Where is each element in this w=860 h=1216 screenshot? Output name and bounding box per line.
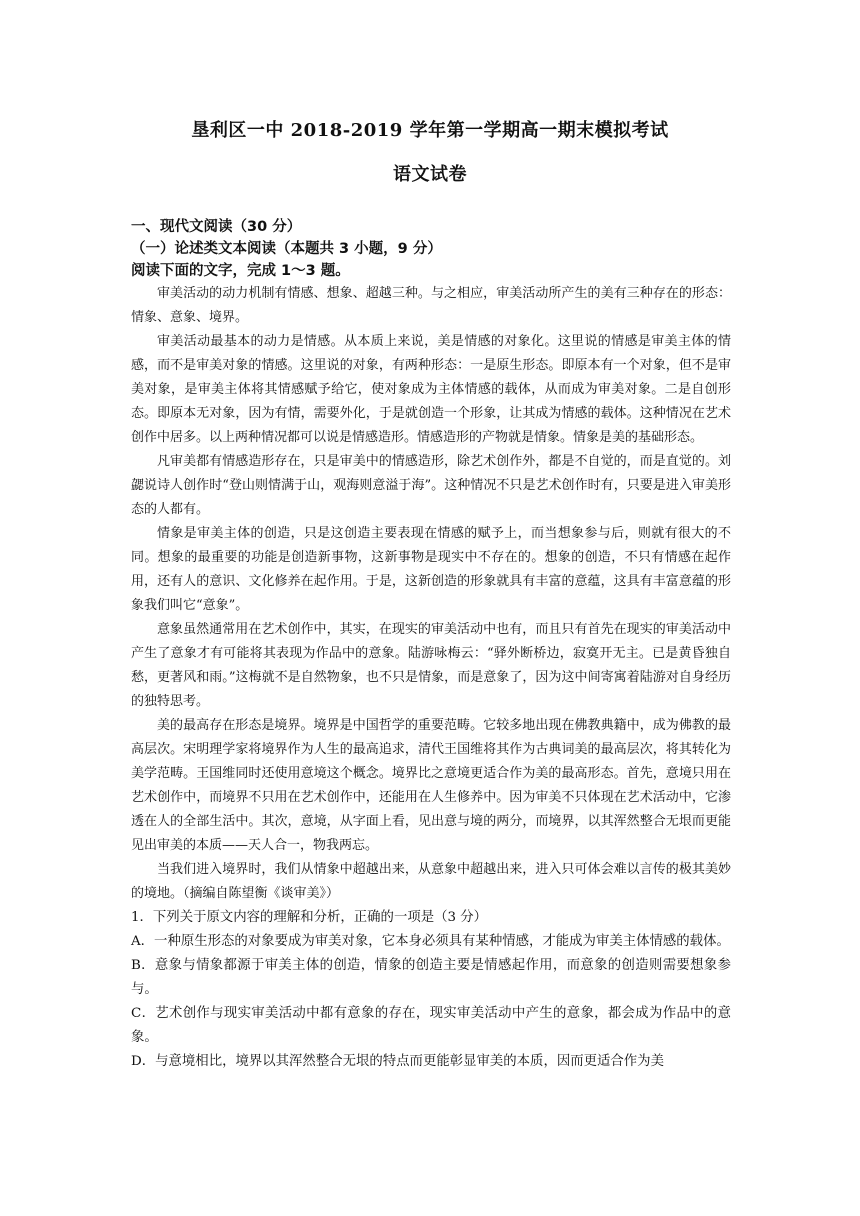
passage-paragraph: 意象虽然通常用在艺术创作中，其实，在现实的审美活动中也有，而且只有首先在现实的审美活动中产生了意象才有可能将其表现为作品中的意象。陆游咏梅云：“驿外断桥边，寂寞开无主。已是黄昏独自愁，更著风和雨。”这梅就不是自然物象，也不只是情象，而是意象了，因为这中间寄寓着陆游对自身经历的独特思考。 (131, 622, 731, 709)
option-d: D．与意境相比，境界以其浑然整合无垠的特点而更能彰显审美的本质，因而更适合作为美 (131, 1054, 664, 1069)
option-a: A．一种原生形态的对象要成为审美对象，它本身必须具有某种情感，才能成为审美主体情感的载体。 (131, 934, 730, 949)
option-c: C．艺术创作与现实审美活动中都有意象的存在，现实审美活动中产生的意象，都会成为作品中的意象。 (131, 1006, 731, 1045)
passage-paragraph: 审美活动的动力机制有情感、想象、超越三种。与之相应，审美活动所产生的美有三种存在的形态：情象、意象、境界。 (131, 286, 731, 325)
section-heading: 一、现代文阅读（30 分） (131, 219, 302, 235)
reading-instruction: 阅读下面的文字，完成 1～3 题。 (131, 263, 350, 279)
exam-content (131, 216, 731, 1074)
reading-passage (131, 282, 731, 906)
option-b: B．意象与情象都源于审美主体的创造，情象的创造主要是情感起作用，而意象的创造则需要想象参与。 (131, 958, 731, 997)
exam-subtitle: 语文试卷 (393, 164, 467, 185)
passage-paragraph: 当我们进入境界时，我们从情象中超越出来，从意象中超越出来，进入只可体会难以言传的极其美妙的境地。（摘编自陈望衡《谈审美》） (131, 862, 731, 901)
sub-section-heading: （一）论述类文本阅读（本题共 3 小题，9 分） (131, 241, 442, 257)
question-stem: 1．下列关于原文内容的理解和分析，正确的一项是（3 分） (131, 910, 488, 925)
question-1 (131, 906, 731, 1074)
passage-paragraph: 审美活动最基本的动力是情感。从本质上来说，美是情感的对象化。这里说的情感是审美主体的情感，而不是审美对象的情感。这里说的对象，有两种形态：一是原生形态。即原本有一个对象，但不是审美对象，是审美主体将其情感赋予给它，使对象成为主体情感的载体，从而成为审美对象。二是自创形态。即原本无对象，因为有情，需要外化，于是就创造一个形象，让其成为情感的载体。这种情况在艺术创作中居多。以上两种情况都可以说是情感造形。情感造形的产物就是情象。情象是美的基础形态。 (131, 334, 731, 445)
passage-paragraph: 凡审美都有情感造形存在，只是审美中的情感造形，除艺术创作外，都是不自觉的，而是直觉的。刘勰说诗人创作时“登山则情满于山，观海则意溢于海”。这种情况不只是艺术创作时有，只要是进入审美形态的人都有。 (131, 454, 731, 517)
passage-paragraph: 美的最高存在形态是境界。境界是中国哲学的重要范畴。它较多地出现在佛教典籍中，成为佛教的最高层次。宋明理学家将境界作为人生的最高追求，清代王国维将其作为古典词美的最高层次，将其转化为美学范畴。王国维同时还使用意境这个概念。境界比之意境更适合作为美的最高形态。首先，意境只用在艺术创作中，而境界不只用在艺术创作中，还能用在人生修养中。因为审美不只体现在艺术活动中，它渗透在人的全部生活中。其次，意境，从字面上看，见出意与境的两分，而境界，以其浑然整合无垠而更能见出审美的本质——天人合一，物我两忘。 (131, 718, 731, 853)
exam-title: 垦利区一中 2018-2019 学年第一学期高一期末模拟考试 (191, 120, 669, 141)
passage-paragraph: 情象是审美主体的创造，只是这创造主要表现在情感的赋予上，而当想象参与后，则就有很大的不同。想象的最重要的功能是创造新事物，这新事物是现实中不存在的。想象的创造，不只有情感在起作用，还有人的意识、文化修养在起作用。于是，这新创造的形象就具有丰富的意蕴，这具有丰富意蕴的形象我们叫它“意象”。 (131, 526, 731, 613)
